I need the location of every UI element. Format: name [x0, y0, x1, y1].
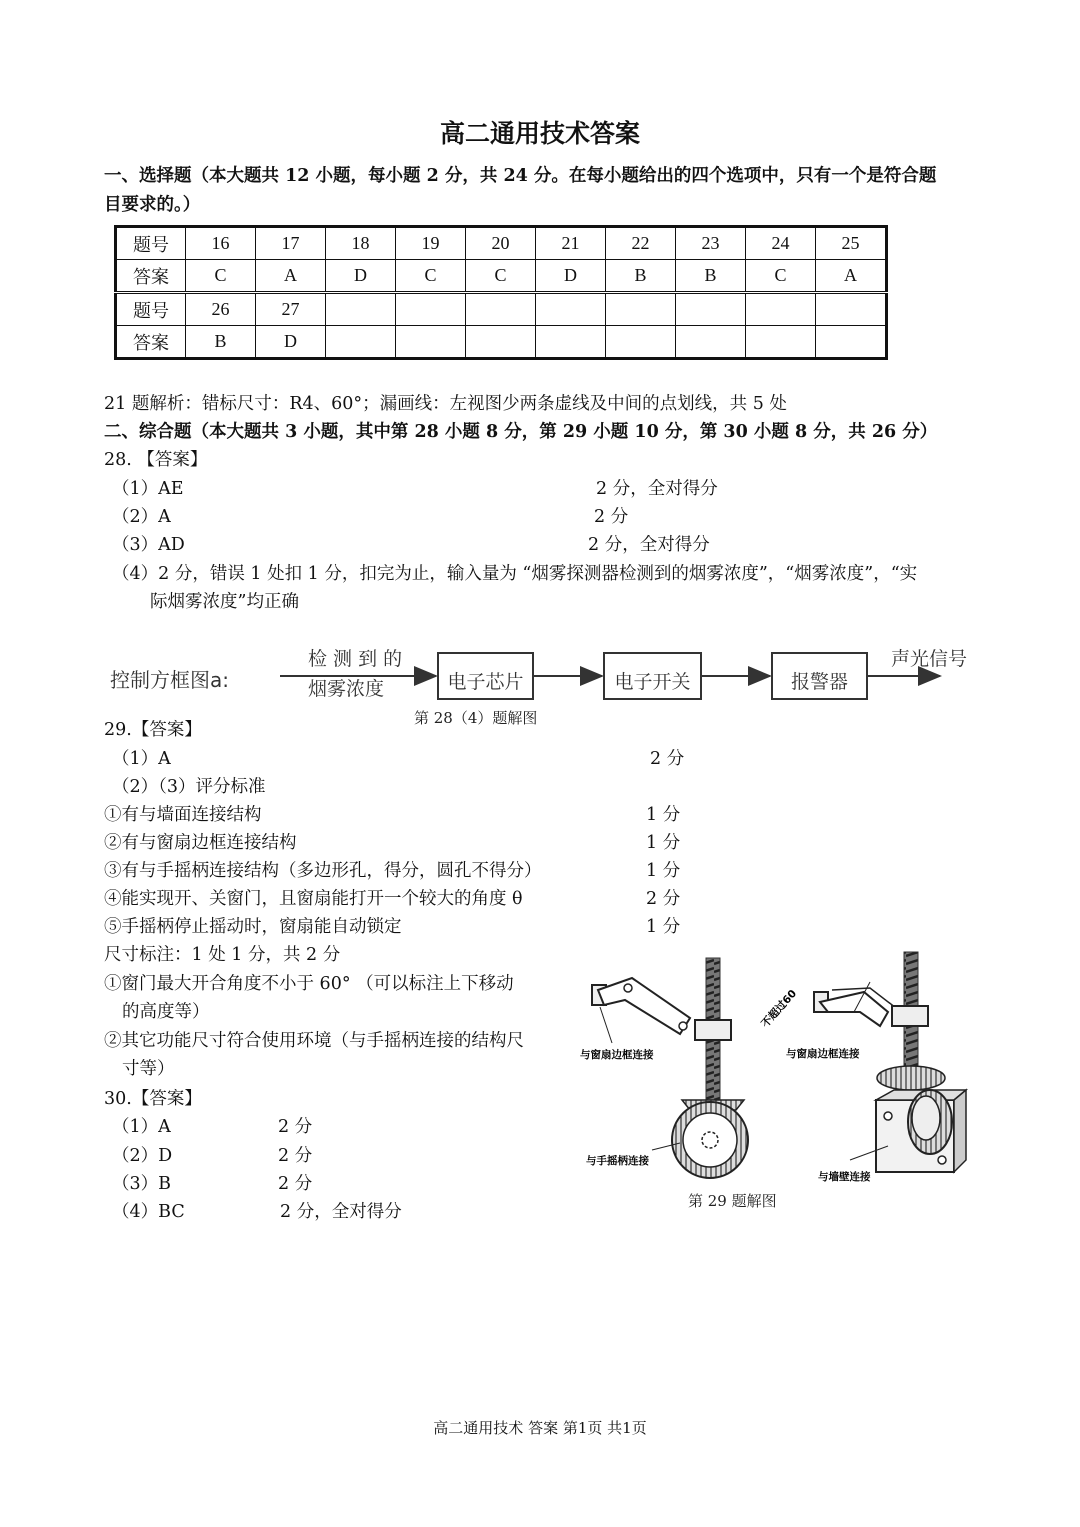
- q28-item-label: （3）AD: [112, 535, 185, 555]
- q28-item-label: （1）AE: [112, 479, 184, 499]
- table-cell: 21: [536, 227, 606, 260]
- page-title: 高二通用技术答案: [439, 119, 640, 148]
- table-cell: 16: [186, 227, 256, 260]
- table-cell: 24: [746, 227, 816, 260]
- table-cell: 22: [606, 227, 676, 260]
- row-label: 题号: [116, 227, 186, 260]
- right-mechanism: [814, 952, 966, 1172]
- right-wall-label: 与墙壁连接: [818, 1171, 871, 1183]
- q29-criterion-score: 2 分: [646, 889, 681, 909]
- row-label: 答案: [116, 260, 186, 293]
- page-footer: 高二通用技术 答案 第1页 共1页: [433, 1419, 647, 1437]
- section1-heading-line1: 一、选择题（本大题共 12 小题，每小题 2 分，共 24 分。在每小题给出的四个选项中，只有一个是符合题: [104, 166, 937, 186]
- q29-criterion-score: 1 分: [646, 917, 681, 937]
- table-cell: B: [186, 326, 256, 359]
- q29-dim1-line1: ①窗门最大开合角度不小于 60° （可以标注上下移动: [104, 974, 514, 994]
- table-cell: 25: [816, 227, 887, 260]
- q29-criterion-score: 1 分: [646, 861, 681, 881]
- table-cell: B: [606, 260, 676, 293]
- q30-item-label: （4）BC: [112, 1202, 185, 1222]
- q29-dim-header: 尺寸标注：1 处 1 分，共 2 分: [104, 945, 341, 965]
- q29-criterion: ②有与窗扇边框连接结构: [104, 833, 297, 853]
- row-label: 答案: [116, 326, 186, 359]
- left-handle-label: 与手摇柄连接: [586, 1155, 649, 1167]
- q30-item-label: （2）D: [112, 1146, 173, 1166]
- row-label: 题号: [116, 293, 186, 326]
- table-cell: 26: [186, 293, 256, 326]
- table-cell: 19: [396, 227, 466, 260]
- q28-item-score: 2 分: [594, 507, 629, 527]
- diagram-box-alarm: 报警器: [771, 652, 868, 700]
- table-cell: D: [326, 260, 396, 293]
- q30-item-score: 2 分，全对得分: [280, 1202, 402, 1222]
- table-cell: D: [536, 260, 606, 293]
- section1-heading-line2: 目要求的。）: [104, 195, 201, 215]
- q29-criterion-score: 1 分: [646, 805, 681, 825]
- q29-item23: （2）（3）评分标准: [112, 777, 266, 797]
- note-question-21: 21 题解析：错标尺寸：R4、60°；漏画线：左视图少两条虚线及中间的点划线，共 5 处: [104, 394, 787, 414]
- diagram-box-chip: 电子芯片: [437, 652, 534, 700]
- q29-dim1-line2: 的高度等）: [122, 1002, 210, 1022]
- table-cell: C: [396, 260, 466, 293]
- q28-item-score: 2 分，全对得分: [588, 535, 710, 555]
- q29-criterion: ①有与墙面连接结构: [104, 805, 262, 825]
- q30-item-score: 2 分: [278, 1146, 313, 1166]
- q29-item1-score: 2 分: [650, 749, 685, 769]
- table-cell: 23: [676, 227, 746, 260]
- q30-item-score: 2 分: [278, 1174, 313, 1194]
- right-link-arm: [820, 992, 888, 1026]
- table-cell: A: [816, 260, 887, 293]
- q29-dim2-line2: 寸等）: [122, 1059, 175, 1079]
- right-nut: [892, 1006, 928, 1026]
- left-mechanism: [592, 958, 748, 1178]
- right-frame-label: 与窗扇边框连接: [786, 1048, 860, 1060]
- q29-criterion: ④能实现开、关窗门，且窗扇能打开一个较大的角度 θ: [104, 889, 523, 909]
- q28-item-label: （2）A: [112, 507, 171, 527]
- table-cell: B: [676, 260, 746, 293]
- diagram-arrows: [0, 0, 1080, 720]
- q29-header: 29.【答案】: [104, 720, 202, 740]
- q30-item-score: 2 分: [278, 1117, 313, 1137]
- diagram-output: 声光信号: [891, 648, 968, 670]
- q28-item4-line2: 际烟雾浓度”均正确: [150, 592, 299, 612]
- right-top-gear: [877, 1066, 945, 1090]
- table-cell: C: [186, 260, 256, 293]
- q30-item-label: （3）B: [112, 1174, 171, 1194]
- table-cell: 17: [256, 227, 326, 260]
- table-cell: 18: [326, 227, 396, 260]
- q28-item-score: 2 分，全对得分: [596, 479, 718, 499]
- section2-heading: 二、综合题（本大题共 3 小题，其中第 28 小题 8 分，第 29 小题 10 分，第 30 小题 8 分，共 26 分）: [104, 422, 938, 442]
- right-angle-label: 不超过60: [759, 987, 800, 1031]
- q29-item1-label: （1）A: [112, 749, 171, 769]
- diagram-input-line1: 检 测 到 的: [308, 648, 403, 670]
- q28-item4-line1: （4）2 分，错误 1 处扣 1 分，扣完为止，输入量为 “烟雾探测器检测到的烟雾浓度”，“烟雾浓度”，“实: [112, 564, 918, 584]
- table-cell: D: [256, 326, 326, 359]
- q29-dim2-line1: ②其它功能尺寸符合使用环境（与手摇柄连接的结构尺: [104, 1031, 524, 1051]
- diagram-box-switch: 电子开关: [603, 652, 702, 700]
- diagram-input-line2: 烟雾浓度: [308, 678, 385, 700]
- left-frame-label: 与窗扇边框连接: [580, 1049, 654, 1061]
- q29-criterion-score: 1 分: [646, 833, 681, 853]
- left-link-arm: [598, 978, 690, 1034]
- table-cell: 27: [256, 293, 326, 326]
- table-cell: C: [746, 260, 816, 293]
- diagram-label: 控制方框图a:: [110, 668, 229, 692]
- table-cell: C: [466, 260, 536, 293]
- table-cell: A: [256, 260, 326, 293]
- table-cell: 20: [466, 227, 536, 260]
- q29-figure-caption: 第 29 题解图: [688, 1192, 777, 1210]
- q30-item-label: （1）A: [112, 1117, 171, 1137]
- left-nut: [695, 1020, 731, 1040]
- q29-criterion: ③有与手摇柄连接结构（多边形孔，得分，圆孔不得分）: [104, 861, 542, 881]
- q28-header: 28. 【答案】: [104, 450, 208, 470]
- q29-criterion: ⑤手摇柄停止摇动时，窗扇能自动锁定: [104, 917, 402, 937]
- diagram-caption: 第 28（4）题解图: [414, 709, 538, 727]
- q30-header: 30.【答案】: [104, 1089, 202, 1109]
- q29-figure: [570, 950, 990, 1190]
